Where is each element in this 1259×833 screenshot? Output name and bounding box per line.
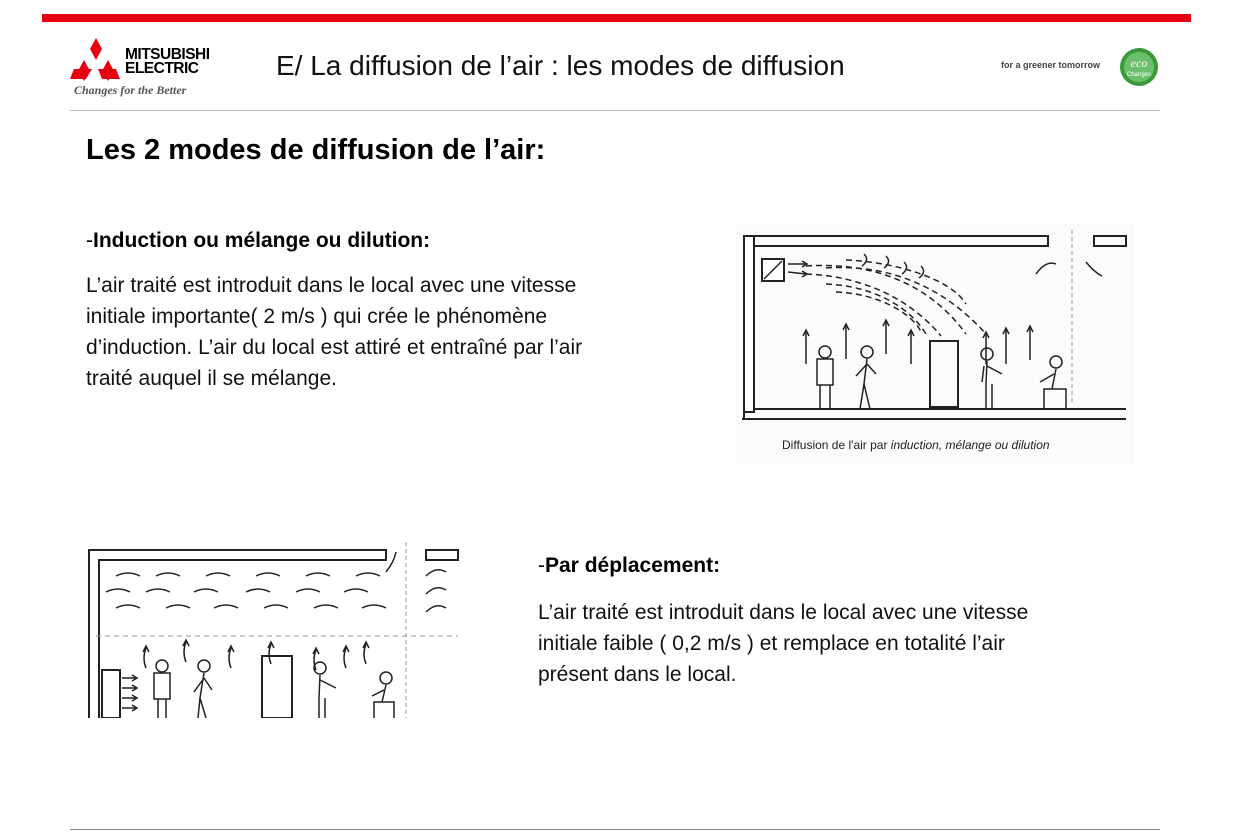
main-heading: Les 2 modes de diffusion de l’air: (86, 134, 546, 166)
section1-title: Induction ou mélange ou dilution: (93, 229, 431, 252)
three-diamonds-icon (70, 36, 122, 82)
eco-badge-word: eco (1130, 56, 1148, 70)
brand-tagline: Changes for the Better (74, 83, 187, 97)
brand-name-line1: MITSUBISHI (125, 46, 210, 63)
brand-name-line2: ELECTRIC (125, 60, 199, 77)
section2-line: initiale faible ( 0,2 m/s ) et remplace en totalité l’air (538, 632, 1005, 655)
eco-changes-badge-icon (1119, 47, 1159, 87)
section1-paragraph (86, 270, 706, 394)
section2-dash: - (538, 554, 545, 577)
section2-line: présent dans le local. (538, 663, 737, 686)
section1-heading (86, 229, 430, 253)
header-divider (70, 110, 1160, 111)
displacement-diagram-drawing (86, 542, 460, 718)
caption-prefix: Diffusion de l'air par (782, 438, 891, 452)
figure-caption (782, 438, 1050, 452)
footer-divider (70, 829, 1160, 830)
displacement-diffusion-diagram (86, 542, 460, 718)
caption-italic: induction, mélange ou dilution (890, 438, 1050, 452)
section2-line: L’air traité est introduit dans le local avec une vitesse (538, 601, 1029, 624)
section1-line: L’air traité est introduit dans le local avec une vitesse (86, 274, 577, 297)
eco-badge-subword: Changes (1126, 72, 1152, 78)
eco-slogan: for a greener tomorrow (1001, 60, 1101, 70)
section1-dash: - (86, 229, 93, 252)
mitsubishi-electric-logo (70, 36, 230, 100)
slide-title: E/ La diffusion de l’air : les modes de diffusion (276, 50, 845, 81)
section2-title: Par déplacement: (545, 554, 721, 577)
induction-diffusion-diagram (736, 224, 1134, 464)
section2-heading (538, 554, 720, 578)
induction-diagram-drawing (736, 224, 1134, 434)
section1-line: traité auquel il se mélange. (86, 367, 337, 390)
section1-line: d’induction. L’air du local est attiré et entraîné par l’air (86, 336, 583, 359)
section2-paragraph (538, 597, 1158, 690)
section1-line: initiale importante( 2 m/s ) qui crée le phénomène (86, 305, 548, 328)
header-accent-bar (42, 14, 1191, 22)
